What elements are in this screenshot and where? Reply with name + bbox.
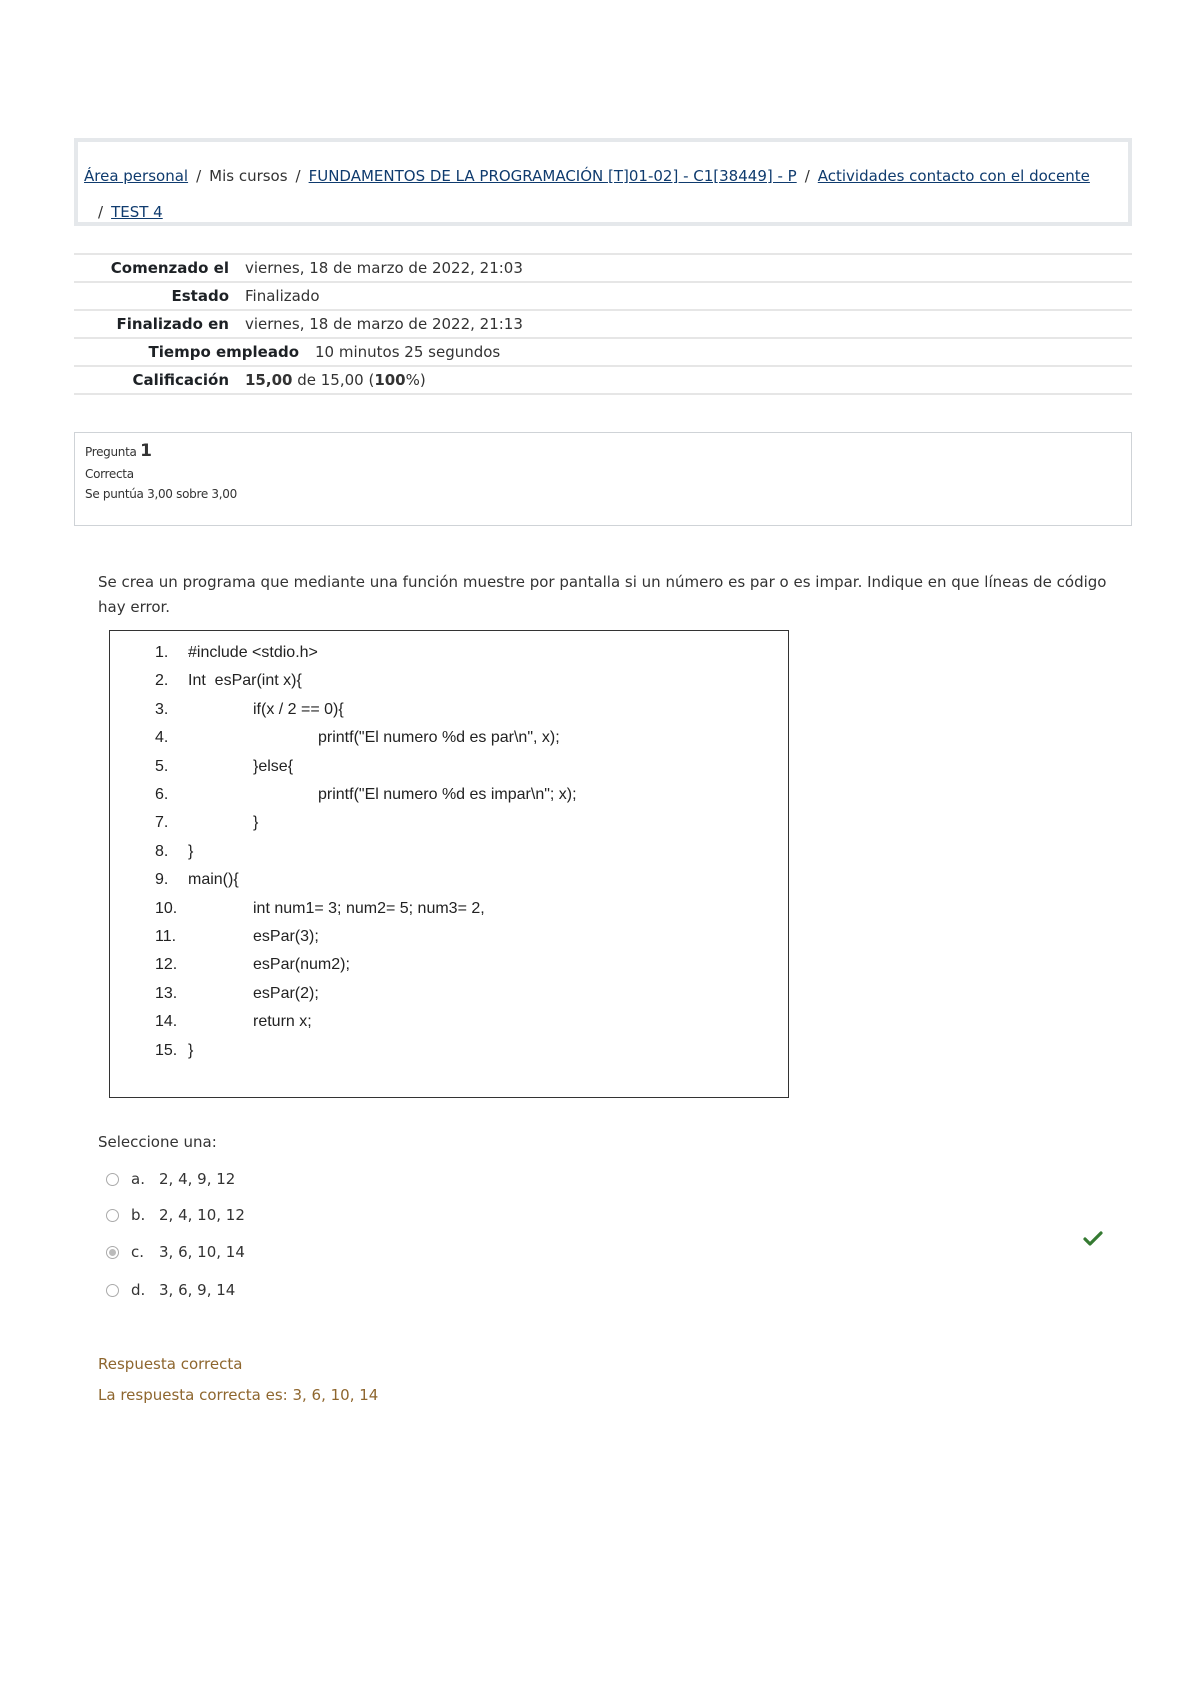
answer-option-d[interactable]	[106, 1277, 235, 1303]
code-line-number: 3.	[155, 700, 169, 718]
code-image	[109, 630, 789, 1098]
code-line-number: 1.	[155, 644, 169, 661]
breadcrumb-item-mis-cursos[interactable]: Mis cursos	[209, 167, 288, 185]
option-text: 2, 4, 9, 12	[159, 1170, 236, 1188]
answer-option-b[interactable]	[106, 1202, 245, 1228]
code-line-number: 11.	[155, 928, 177, 945]
feedback-result: Respuesta correcta	[98, 1355, 243, 1373]
option-text: 2, 4, 10, 12	[159, 1206, 245, 1224]
radio-button-selected[interactable]	[106, 1246, 119, 1259]
code-line-text: }	[188, 1041, 194, 1059]
option-letter: d.	[131, 1281, 146, 1299]
summary-label: Finalizado en	[116, 315, 229, 333]
option-text: 3, 6, 10, 14	[159, 1243, 245, 1261]
code-line-text: esPar(2);	[253, 984, 319, 1002]
question-status: Correcta	[85, 467, 134, 481]
question-info-box	[74, 432, 1132, 526]
code-line-number: 14.	[155, 1013, 178, 1031]
grade-total: de 15,00 (	[292, 371, 375, 389]
radio-button[interactable]	[106, 1284, 119, 1297]
code-line-text: int num1= 3; num2= 5; num3= 2,	[253, 899, 485, 917]
radio-button[interactable]	[106, 1173, 119, 1186]
option-letter: a.	[131, 1170, 145, 1188]
summary-row-state	[74, 283, 1132, 311]
summary-value: 10 minutos 25 segundos	[315, 343, 501, 361]
grade-percent: 100	[374, 371, 406, 389]
code-line-number: 8.	[155, 842, 169, 860]
feedback-correct-answer: La respuesta correcta es: 3, 6, 10, 14	[98, 1386, 379, 1404]
breadcrumb-separator: /	[196, 167, 202, 185]
summary-label: Estado	[171, 287, 229, 305]
breadcrumb-link-area-personal[interactable]: Área personal	[84, 167, 189, 185]
grade-score: 15,00	[245, 371, 293, 389]
grade-percent-end: %)	[405, 371, 426, 389]
code-line-text: Int esPar(int x){	[188, 672, 302, 690]
summary-row-finished	[74, 311, 1132, 339]
summary-value: viernes, 18 de marzo de 2022, 21:13	[245, 315, 523, 333]
code-line-number: 12.	[155, 956, 178, 974]
summary-label: Calificación	[132, 371, 229, 389]
code-line-text: printf("El numero %d es impar\n"; x);	[318, 786, 577, 803]
summary-value: Finalizado	[245, 287, 320, 305]
question-text: Se crea un programa que mediante una función muestre por pantalla si un número es par o es impar. Indique en que líneas de código hay error.	[98, 573, 1107, 616]
summary-value: viernes, 18 de marzo de 2022, 21:03	[245, 259, 523, 277]
code-line-number: 4.	[155, 729, 169, 747]
code-line-text: printf("El numero %d es par\n", x);	[318, 729, 560, 747]
code-line-text: return x;	[253, 1013, 312, 1031]
option-letter: c.	[131, 1243, 145, 1261]
option-letter: b.	[131, 1206, 146, 1224]
summary-value	[245, 368, 1132, 392]
code-line-text: main(){	[188, 871, 239, 889]
breadcrumb-separator: /	[295, 167, 301, 185]
summary-label: Tiempo empleado	[148, 343, 299, 361]
question-number	[85, 441, 1121, 461]
code-line-text: if(x / 2 == 0){	[253, 700, 344, 718]
code-line-number: 7.	[155, 814, 169, 832]
radio-button[interactable]	[106, 1209, 119, 1222]
code-line-text: }	[188, 842, 194, 860]
breadcrumb-separator: /	[804, 167, 810, 185]
summary-row-time	[74, 339, 1132, 367]
answer-option-c[interactable]	[106, 1239, 245, 1265]
question-number-value: 1	[140, 441, 152, 461]
code-line-text: esPar(3);	[253, 928, 319, 945]
code-line-number: 2.	[155, 672, 169, 690]
summary-row-grade	[74, 367, 1132, 395]
breadcrumb-link-course[interactable]: FUNDAMENTOS DE LA PROGRAMACIÓN [T]01-02] - C1[38449] - P	[308, 167, 797, 185]
code-line-number: 13.	[155, 984, 178, 1002]
check-icon	[1083, 1230, 1103, 1248]
question-score: Se puntúa 3,00 sobre 3,00	[85, 487, 237, 501]
answer-option-a[interactable]	[106, 1166, 235, 1192]
breadcrumb-separator: /	[98, 203, 104, 221]
code-line-text: #include <stdio.h>	[188, 644, 318, 661]
code-line-text: }	[253, 814, 259, 832]
summary-label: Comenzado el	[110, 259, 229, 277]
option-text: 3, 6, 9, 14	[159, 1281, 236, 1299]
code-line-number: 9.	[155, 871, 169, 889]
breadcrumb-link-test[interactable]: TEST 4	[111, 203, 163, 221]
summary-row-start	[74, 255, 1132, 283]
attempt-summary-table	[74, 253, 1132, 395]
code-line-text: esPar(num2);	[253, 956, 350, 974]
breadcrumb-link-actividades[interactable]: Actividades contacto con el docente	[817, 167, 1090, 185]
code-line-number: 5.	[155, 757, 169, 775]
code-line-number: 6.	[155, 786, 169, 803]
code-line-number: 15.	[155, 1041, 178, 1059]
code-line-number: 10.	[155, 899, 178, 917]
answer-prompt: Seleccione una:	[98, 1133, 217, 1151]
breadcrumb	[74, 138, 1132, 226]
code-line-text: }else{	[253, 757, 294, 775]
question-prefix: Pregunta	[85, 445, 137, 459]
